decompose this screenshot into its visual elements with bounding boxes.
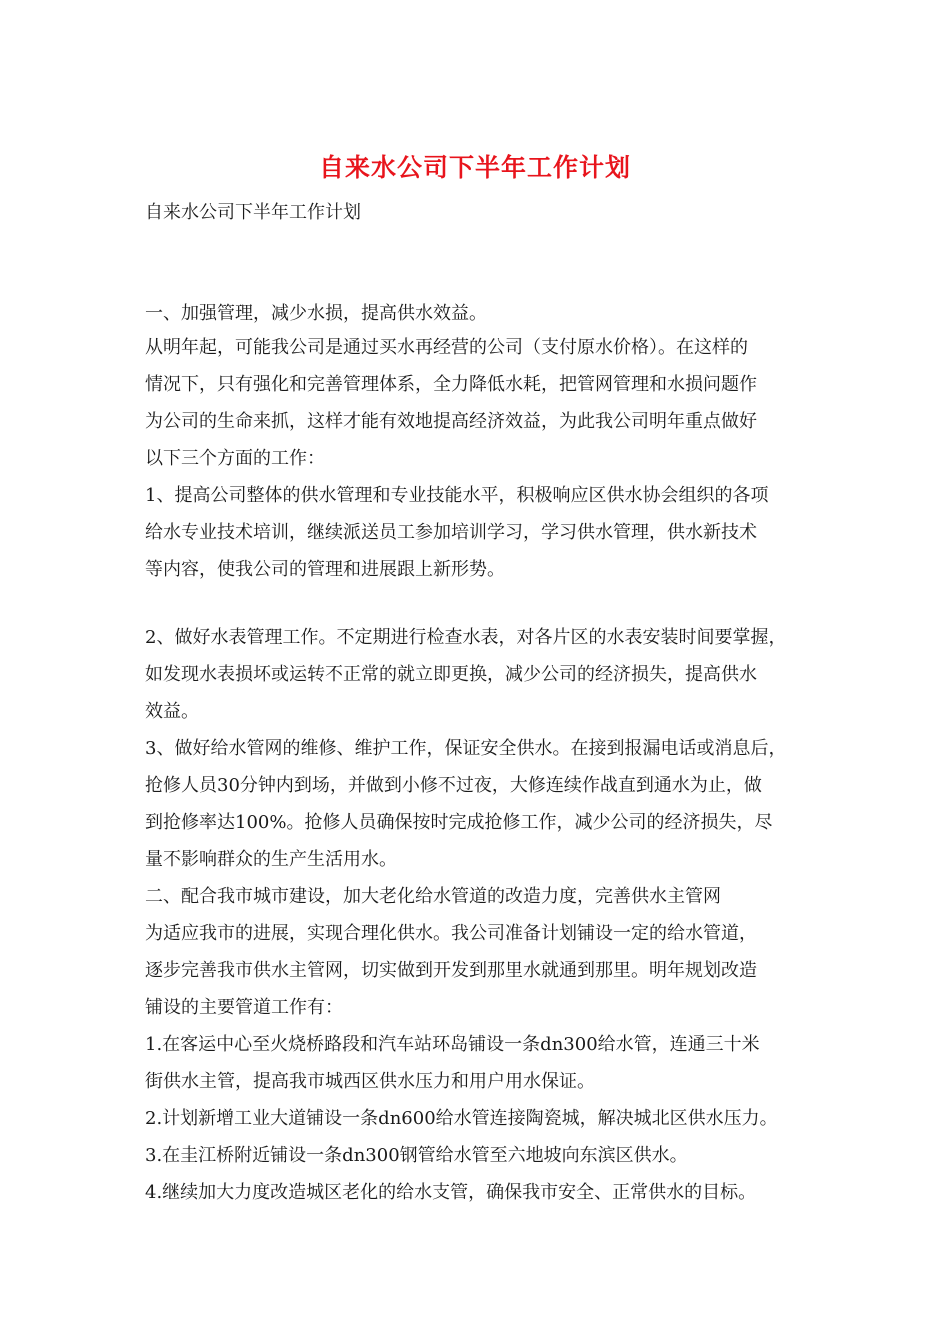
paragraph-line: 3.在圭江桥附近铺设一条dn300钢管给水管至六地坡向东滨区供水。: [145, 1145, 688, 1166]
paragraph-line: 2.计划新增工业大道铺设一条dn600给水管连接陶瓷城，解决城北区供水压力。: [145, 1108, 778, 1129]
document-subtitle: 自来水公司下半年工作计划: [145, 202, 361, 223]
paragraph-line: 为适应我市的进展，实现合理化供水。我公司准备计划铺设一定的给水管道，: [145, 923, 757, 944]
paragraph-line: 如发现水表损坏或运转不正常的就立即更换，减少公司的经济损失，提高供水: [145, 664, 757, 685]
paragraph-line: 情况下，只有强化和完善管理体系，全力降低水耗，把管网管理和水损问题作: [145, 374, 757, 395]
paragraph-line: 1、提高公司整体的供水管理和专业技能水平，积极响应区供水协会组织的各项: [145, 485, 769, 506]
paragraph-line: 铺设的主要管道工作有：: [145, 997, 343, 1018]
paragraph-line: 一、加强管理，减少水损，提高供水效益。: [145, 303, 487, 324]
paragraph-line: 量不影响群众的生产生活用水。: [145, 849, 397, 870]
paragraph-line: 到抢修率达100%。抢修人员确保按时完成抢修工作，减少公司的经济损失，尽: [145, 812, 773, 833]
paragraph-line: 3、做好给水管网的维修、维护工作，保证安全供水。在接到报漏电话或消息后，: [145, 738, 787, 759]
paragraph-line: 1.在客运中心至火烧桥路段和汽车站环岛铺设一条dn300给水管，连通三十米: [145, 1034, 760, 1055]
paragraph-line: 给水专业技术培训，继续派送员工参加培训学习，学习供水管理，供水新技术: [145, 522, 757, 543]
paragraph-line: 逐步完善我市供水主管网，切实做到开发到那里水就通到那里。明年规划改造: [145, 960, 757, 981]
paragraph-line: 从明年起，可能我公司是通过买水再经营的公司（支付原水价格）。在这样的: [145, 337, 748, 358]
paragraph-line: 街供水主管，提高我市城西区供水压力和用户用水保证。: [145, 1071, 595, 1092]
paragraph-line: 抢修人员30分钟内到场，并做到小修不过夜，大修连续作战直到通水为止，做: [145, 775, 762, 796]
paragraph-line: 效益。: [145, 701, 199, 722]
paragraph-line: 二、配合我市城市建设，加大老化给水管道的改造力度，完善供水主管网: [145, 886, 721, 907]
paragraph-line: 以下三个方面的工作：: [145, 448, 325, 469]
document-title: 自来水公司下半年工作计划: [318, 153, 631, 182]
paragraph-line: 4.继续加大力度改造城区老化的给水支管，确保我市安全、正常供水的目标。: [145, 1182, 757, 1203]
paragraph-line: 2、做好水表管理工作。不定期进行检查水表，对各片区的水表安装时间要掌握，: [145, 627, 787, 648]
paragraph-line: 为公司的生命来抓，这样才能有效地提高经济效益，为此我公司明年重点做好: [145, 411, 757, 432]
paragraph-line: 等内容，使我公司的管理和进展跟上新形势。: [145, 559, 505, 580]
